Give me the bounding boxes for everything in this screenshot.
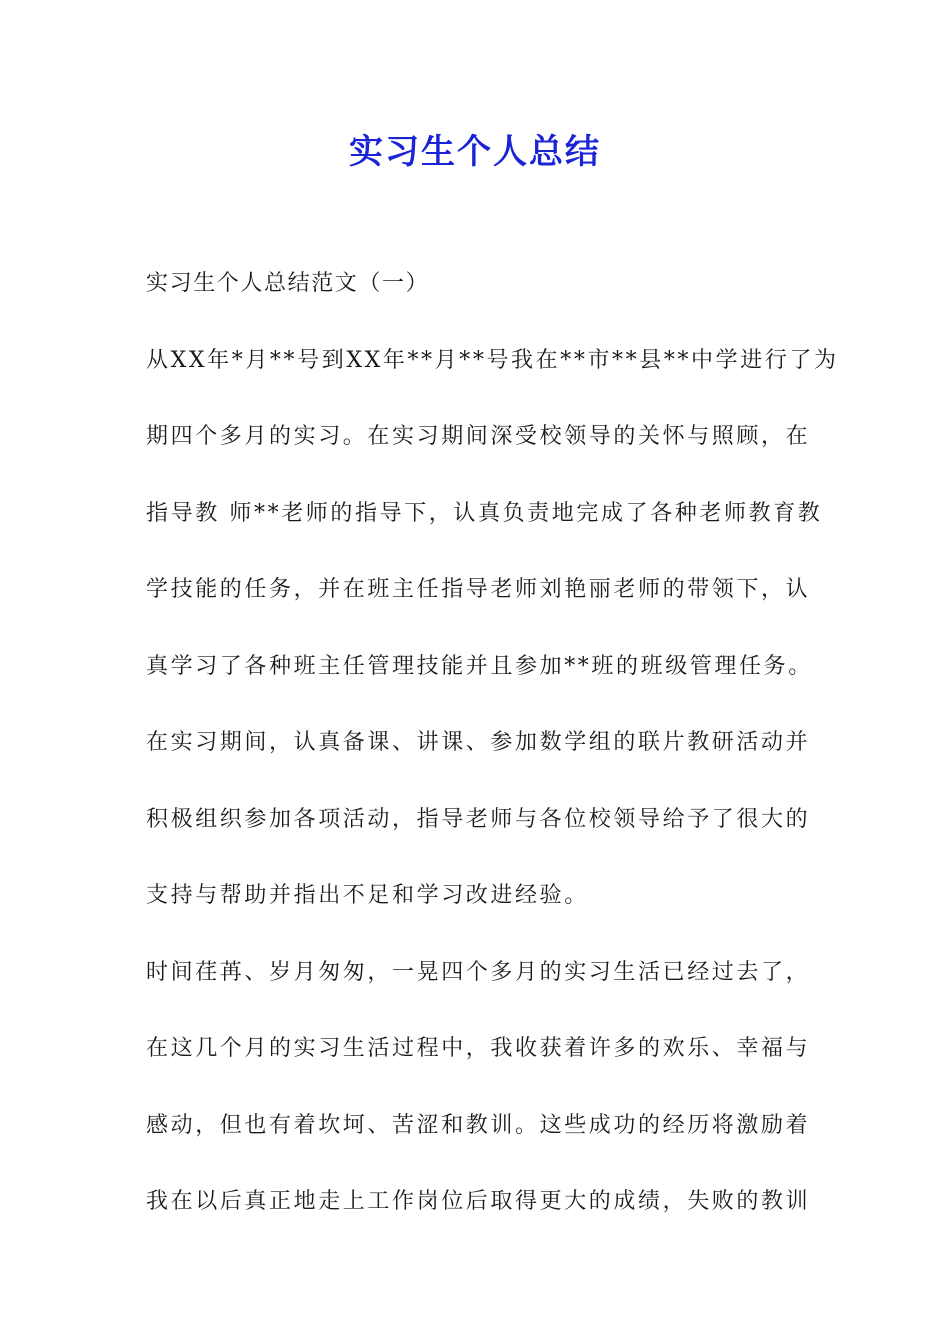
text-line: 时间荏苒、岁月匆匆，一晃四个多月的实习生活已经过去了， bbox=[146, 959, 811, 985]
text-line: 指导教 师**老师的指导下，认真负责地完成了各种老师教育教 bbox=[146, 500, 823, 526]
text-line: 支持与帮助并指出不足和学习改进经验。 bbox=[146, 883, 589, 908]
document-title: 实习生个人总结 bbox=[349, 132, 601, 172]
text-line: 在实习期间，认真备课、讲课、参加数学组的联片教研活动并 bbox=[146, 730, 811, 755]
text-line: 期四个多月的实习。在实习期间深受校领导的关怀与照顾，在 bbox=[146, 424, 811, 449]
text-line: 我在以后真正地走上工作岗位后取得更大的成绩，失败的教训 bbox=[146, 1189, 811, 1214]
text-line: 感动，但也有着坎坷、苦涩和教训。这些成功的经历将激励着 bbox=[146, 1112, 811, 1138]
text-line: 积极组织参加各项活动，指导老师与各位校领导给予了很大的 bbox=[146, 806, 811, 832]
text-line: 学技能的任务，并在班主任指导老师刘艳丽老师的带领下，认 bbox=[146, 577, 811, 602]
document-body bbox=[146, 262, 839, 1257]
text-line: 在这几个月的实习生活过程中，我收获着许多的欢乐、幸福与 bbox=[146, 1036, 811, 1061]
section-heading: 实习生个人总结范文（一） bbox=[146, 271, 430, 296]
text-line: 从XX年*月**号到XX年**月**号我在**市**县**中学进行了为 bbox=[146, 347, 839, 373]
text-line: 真学习了各种班主任管理技能并且参加**班的班级管理任务。 bbox=[146, 653, 813, 679]
